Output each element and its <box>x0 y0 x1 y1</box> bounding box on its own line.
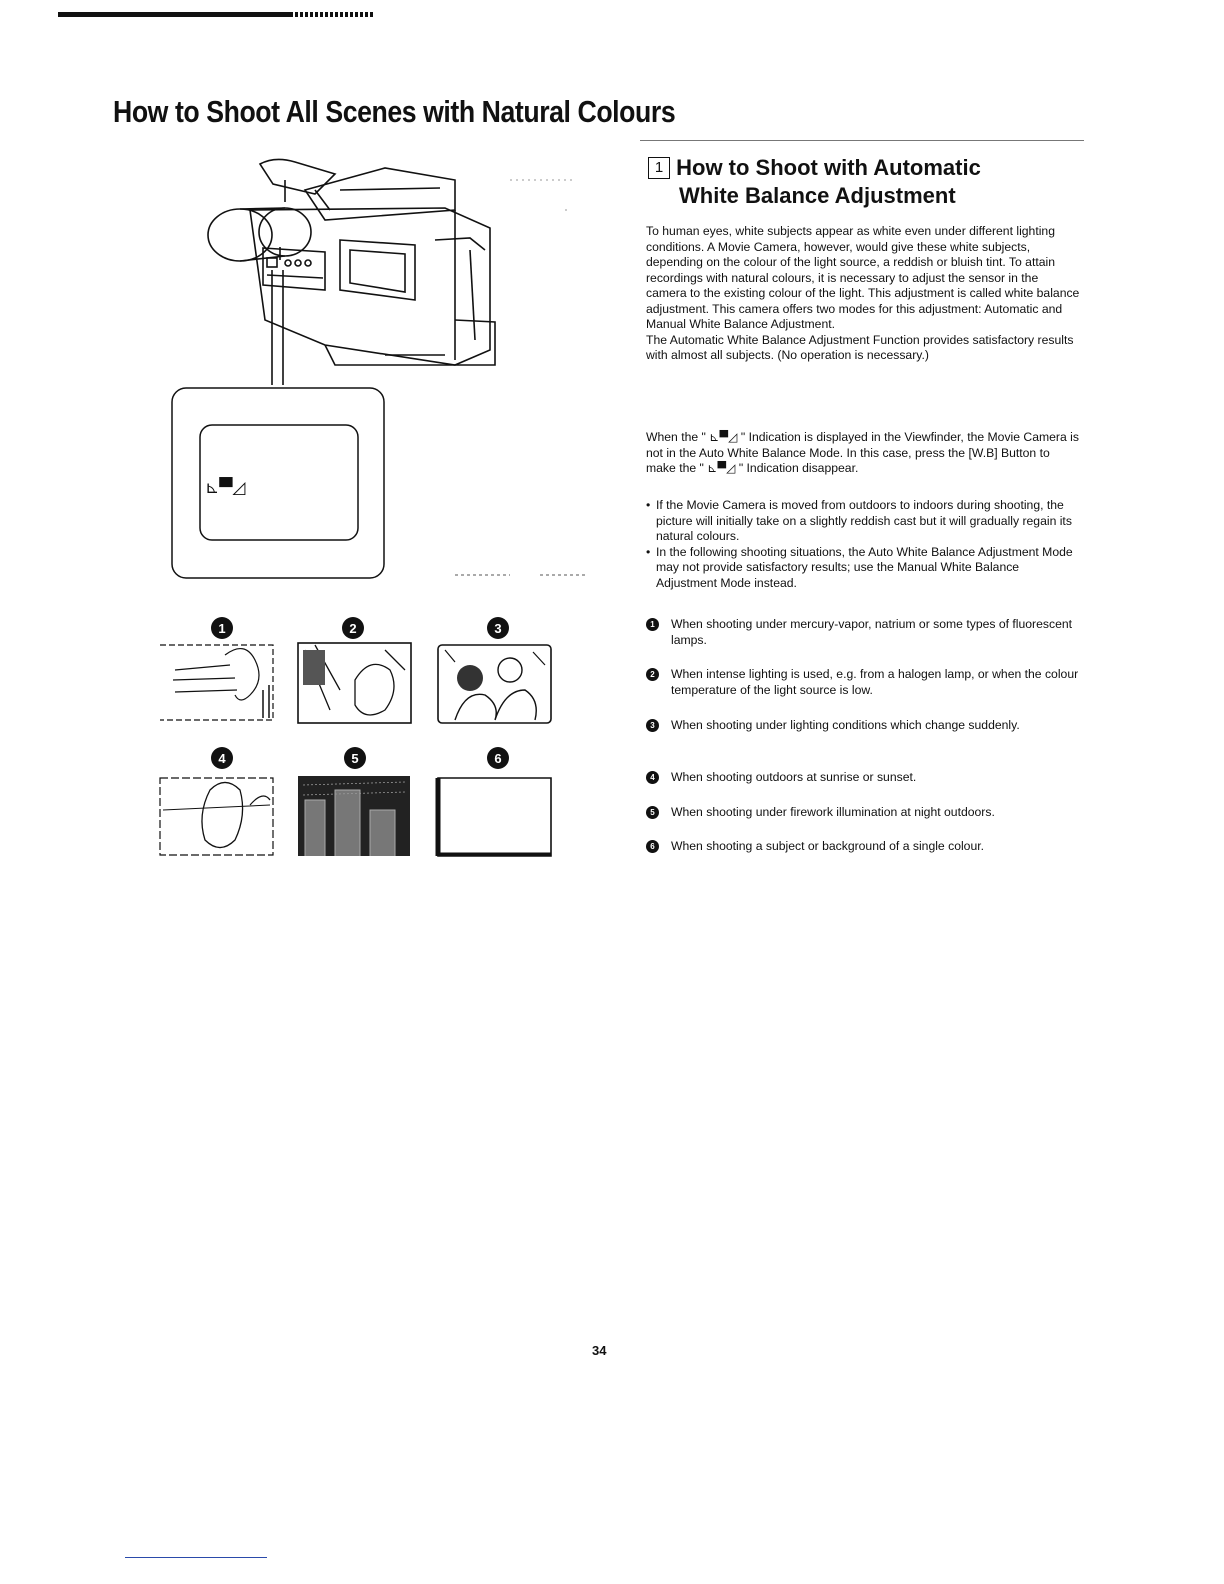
svg-text:3: 3 <box>494 621 502 636</box>
case-item-1 <box>646 617 1082 648</box>
page-title: How to Shoot All Scenes with Natural Colours <box>113 94 676 129</box>
case-text: When shooting under mercury-vapor, natrium or some types of fluorescent lamps. <box>671 617 1073 647</box>
case-text: When shooting under lighting conditions which change suddenly. <box>671 718 1020 732</box>
case-text: When shooting under firework illumination at night outdoors. <box>671 805 995 819</box>
case-number-badge: 2 <box>646 668 659 681</box>
case-number-badge: 5 <box>646 806 659 819</box>
note-item: • In the following shooting situations, the Auto White Balance Adjustment Mode may not provide satisfactory results; use the Manual White Balance Adjustment Mode instead. <box>646 545 1082 592</box>
case-number-badge: 3 <box>646 719 659 732</box>
title-rule <box>640 140 1084 141</box>
camcorder-drawing <box>208 159 495 385</box>
intro-paragraph: To human eyes, white subjects appear as white even under different lighting conditions. A Movie Camera, however, would give these white subjects, depending on the colour of the light source, a reddish or bluish tint. To attain recordings with natural colours, it is necessary to adjust the sensor in the camera to the existing colour of the light. This adjustment is called white balance adjustment. This camera offers two modes for this adjustment: Automatic and Manual White Balance Adjustment. <box>646 224 1080 331</box>
case-number-badge: 4 <box>646 771 659 784</box>
case-item-6 <box>646 839 1082 855</box>
scene-panel-6 <box>438 747 551 856</box>
bottom-rule <box>125 1557 267 1558</box>
intro-paragraph-block <box>646 224 1082 364</box>
case-item-3 <box>646 718 1082 734</box>
scene-panel-1 <box>160 617 273 720</box>
scene-panel-2 <box>298 617 411 723</box>
svg-text:5: 5 <box>351 751 359 766</box>
notes-list <box>646 498 1082 591</box>
indication-paragraph: When the " ⊾▀◿ " Indication is displayed in the Viewfinder, the Movie Camera is not in the Auto White Balance Mode. In this case, press the [W.B] Button to make the " ⊾▀◿ " Indication disappear. <box>646 430 1079 475</box>
scene-panel-3 <box>438 617 551 723</box>
indication-paragraph-block <box>646 430 1082 477</box>
svg-text:4: 4 <box>218 751 226 766</box>
case-text: When shooting a subject or background of a single colour. <box>671 839 985 853</box>
scene-panel-4 <box>160 747 273 855</box>
section-heading-line1: How to Shoot with Automatic <box>676 155 981 180</box>
section-heading <box>648 154 1068 210</box>
page-number: 34 <box>592 1343 607 1358</box>
auto-function-paragraph: The Automatic White Balance Adjustment Function provides satisfactory results with almost all subjects. (No operation is necessary.) <box>646 332 1074 362</box>
case-item-5 <box>646 805 1082 821</box>
case-text: When shooting outdoors at sunrise or sunset. <box>671 770 917 784</box>
section-heading-line2: White Balance Adjustment <box>679 183 956 208</box>
scene-panel-5 <box>298 747 410 856</box>
wb-indicator-symbol: ⊾▀◿ <box>205 478 246 498</box>
svg-text:6: 6 <box>494 751 502 766</box>
svg-text:1: 1 <box>218 621 226 636</box>
viewfinder-callout <box>172 388 384 578</box>
section-number-box: 1 <box>648 157 670 179</box>
scan-artifact-bar-dotted <box>290 12 375 17</box>
illustration-panel <box>155 150 595 870</box>
note-item: • If the Movie Camera is moved from outdoors to indoors during shooting, the picture will initially take on a slightly reddish cast but it will gradually regain its natural colours. <box>646 498 1082 545</box>
case-item-2 <box>646 667 1082 698</box>
case-item-4 <box>646 770 1082 786</box>
case-number-badge: 6 <box>646 840 659 853</box>
case-text: When intense lighting is used, e.g. from a halogen lamp, or when the colour temperature of the light source is low. <box>671 667 1079 697</box>
svg-text:2: 2 <box>349 621 357 636</box>
case-number-badge: 1 <box>646 618 659 631</box>
